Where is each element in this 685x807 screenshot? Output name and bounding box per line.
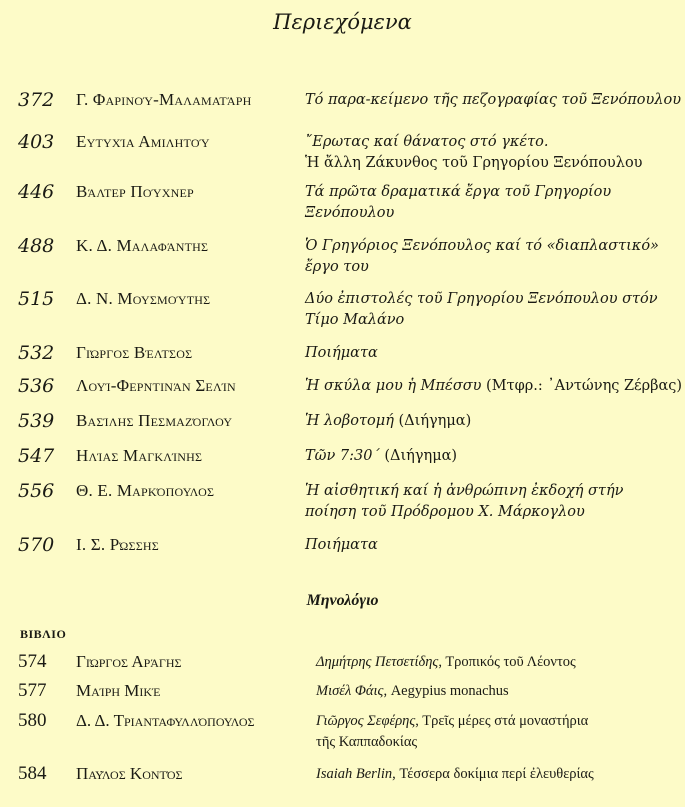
book-line: Μισέλ Φάις, Aegypius monachus [316,683,509,699]
title-line: Δύο ἐπιστολές τοῦ Γρηγορίου Ξενόπουλου στόν [305,291,658,307]
author-name: Δ. Ν. Μουσμούτης [76,289,211,308]
article-title [305,446,680,467]
book-author: Μισέλ Φάις [316,683,384,699]
author-name: Γιώργος Βέλτσος [76,343,193,362]
author-name: Βασίλης Πεσμαζόγλου [76,411,233,430]
review-entry [0,763,685,807]
article-title [305,411,680,432]
book-line: Isaiah Berlin, Τέσσερα δοκίμια περί ἐλευθερίας [316,766,594,782]
contents-entry [0,534,685,578]
reviewer-name: Δ. Δ. Τριανταφυλλόπουλος [76,711,255,730]
book-reference [316,681,681,702]
author-name: Ι. Σ. Ρώσσης [76,535,159,554]
article-title [305,289,680,331]
page-number: 570 [18,534,55,556]
title-text: Τῶν 7:30΄ [305,448,380,464]
book-title: Τέσσερα δοκίμια περί ἐλευθερίας [399,766,594,782]
contents-entry [0,89,685,133]
reviewer-name: Γιώργος Αράγης [76,652,182,671]
book-reference [316,711,681,753]
page-number: 556 [18,480,55,502]
title-line: Ἡ αἰσθητική καί ἡ ἀνθρώπινη ἐκδοχή στήν [305,483,624,499]
article-title [305,132,680,174]
author-name: Ηλίας Μαγκλίνης [76,446,203,465]
author-name: Βάλτερ Πούχνερ [76,182,194,201]
title-line [305,411,680,432]
book-author: Γιῶργος Σεφέρης [316,713,416,729]
title-line: Ἡ ἄλλη Ζάκυνθος τοῦ Γρηγορίου Ξενόπουλου [305,155,643,171]
contents-entry [0,288,685,332]
book-author: Isaiah Berlin [316,766,393,782]
title-line: Ξενόπουλου [305,205,395,221]
title-line: ποίηση τοῦ Πρόδρομου Χ. Μάρκογλου [305,504,585,520]
title-note: (Διήγημα) [393,413,472,429]
contents-entry [0,235,685,279]
author-name: Ευτυχία Αμιλητού [76,132,210,151]
title-line: Ποιήματα [305,537,378,553]
author-name: Λουί-Φερντινάν Σελίν [76,376,236,395]
book-reference [316,652,681,673]
page-number: 577 [18,680,47,701]
title-line: ῎Ερωτας καί θάνατος στό γκέτο. [305,134,549,150]
contents-entry [0,131,685,175]
reviewer-name: Μαίρη Μικέ [76,681,161,700]
book-line: Δημήτρης Πετσετίδης, Τροπικός τοῦ Λέοντος [316,654,576,670]
book-line: Γιῶργος Σεφέρης, Τρεῖς μέρες στά μοναστήρια [316,713,589,729]
author-name: Γ. Φαρινού-Μαλαματάρη [76,90,252,109]
page-number: 532 [18,342,55,364]
page-title: Περιεχόμενα [273,10,412,34]
page-number: 403 [18,131,55,153]
book-title: Aegypius monachus [390,683,509,699]
category-label: ΒΙΒΛΙΟ [20,627,67,641]
title-line: Τίμο Μαλάνο [305,312,405,328]
page-number: 539 [18,410,55,432]
page-number: 446 [18,181,55,203]
book-author: Δημήτρης Πετσετίδης [316,654,439,670]
page-number: 547 [18,445,55,467]
page-number: 580 [18,710,47,731]
title-text: Ἡ σκύλα μου ἡ Μπέσσυ [305,378,482,394]
page-number: 488 [18,235,55,257]
page-number: 536 [18,375,55,397]
book-title: Τρεῖς μέρες στά μοναστήρια [422,713,589,729]
title-line: Ὁ Γρηγόριος Ξενόπουλος καί τό «διαπλαστικό» [305,238,659,254]
reviewer-name: Παῦλος Κοντός [76,764,183,783]
author-name: Θ. Ε. Μαρκόπουλος [76,481,215,500]
page-number: 584 [18,763,47,784]
article-title [305,481,680,523]
review-entry [0,710,685,754]
title-line [305,376,683,397]
contents-entry [0,181,685,225]
article-title [305,236,680,278]
page-number: 372 [18,89,55,111]
book-reference [316,764,681,785]
article-title [305,535,680,556]
title-line [305,446,680,467]
title-note: (Μτφρ.: ᾿Αντώνης Ζέρβας) [481,378,683,394]
contents-entry [0,480,685,524]
section-heading: Μηνολόγιο [306,592,379,609]
title-line: Τό παρα-κείμενο τῆς πεζογραφίας τοῦ Ξενόπουλου [305,92,682,108]
title-line: Ποιήματα [305,345,378,361]
article-title [305,90,680,111]
page-number: 515 [18,288,55,310]
book-title: Τροπικός τοῦ Λέοντος [445,654,576,670]
article-title [305,182,680,224]
article-title [305,343,680,364]
title-note: (Διήγημα) [379,448,458,464]
title-line: ἔργο του [305,259,369,275]
page-number: 574 [18,651,47,672]
author-name: Κ. Δ. Μαλαφάντης [76,236,209,255]
title-line: Τά πρῶτα δραματικά ἔργα τοῦ Γρηγορίου [305,184,612,200]
article-title [305,376,683,397]
book-line: τῆς Καππαδοκίας [316,734,418,750]
title-text: Ἡ λοβοτομή [305,413,394,429]
